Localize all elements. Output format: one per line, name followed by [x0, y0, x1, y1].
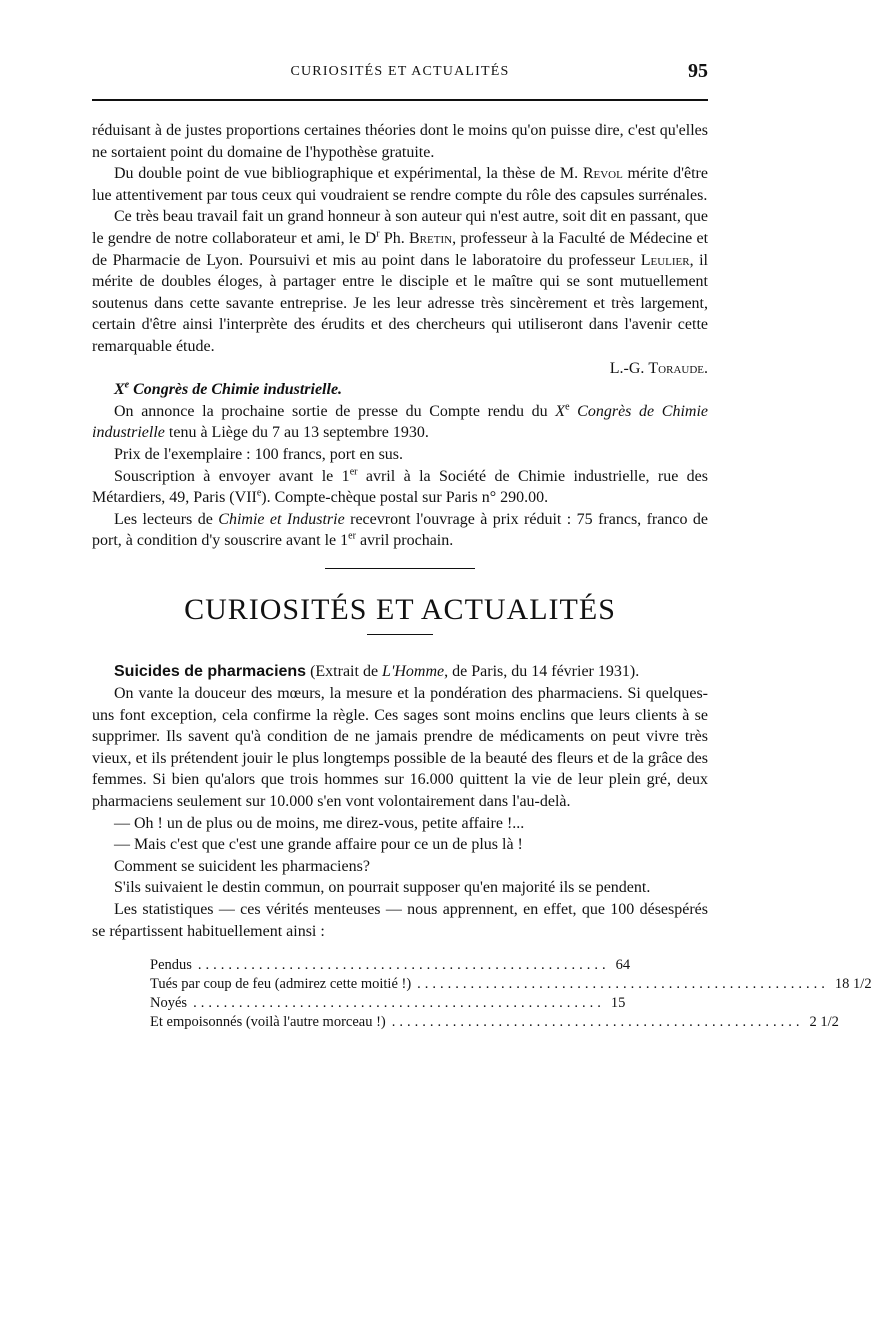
author-name-revol: Revol	[582, 165, 623, 183]
stat-row: Tués par coup de feu (admirez cette moitié !) ...................................................... 18 1/2	[150, 976, 872, 993]
article-paragraph-2: — Oh ! un de plus ou de moins, me direz-vous, petite affaire !...	[114, 814, 525, 832]
header-rule	[92, 99, 708, 101]
review-signature: L.-G. Toraude.	[609, 359, 708, 377]
congres-paragraph-4: Les lecteurs de Chimie et Industrie recevront l'ouvrage à prix réduit : 75 francs, franco de port, à condition d'y souscrire avant le 1er avril prochain.	[92, 510, 709, 550]
article-paragraph-6: Les statistiques — ces vérités menteuses — nous apprennent, en effet, que 100 désespérés se répartissent habituellement ainsi :	[92, 901, 708, 940]
stat-row: Et empoisonnés (voilà l'autre morceau !) ...................................................... 2 1/2	[150, 1014, 839, 1031]
congres-heading: Xe Congrès de Chimie industrielle.	[114, 379, 343, 399]
section-divider	[325, 568, 475, 569]
review-paragraph-3: Ce très beau travail fait un grand honneur à son auteur qui n'est autre, soit dit en passant, que le gendre de notre collaborateur et ami, le $D^r$ Ph. Bretin, professeur à la Faculté de Médecine et de Pharmacie de Lyon. Poursuivi et mis au point dans le laboratoire du professeur Leulier, il mérite de doubles éloges, à partager entre le disciple et le maître qui se sont mutuellement soutenus dans cette savante entreprise. Je les leur adresse très sincèrement et très largement, certain d'être ainsi l'interprète des érudits et des chercheurs qui utiliseront dans l'avenir cette remarquable étude.	[92, 208, 709, 355]
stat-row: Pendus ...................................................... 64	[150, 957, 631, 974]
congres-paragraph-2: Prix de l'exemplaire : 100 francs, port en sus.	[114, 445, 404, 463]
stat-row: Noyés ...................................................... 15	[150, 995, 626, 1012]
author-name-leulier: Leulier	[640, 251, 690, 269]
article-paragraph-3: — Mais c'est que c'est une grande affaire pour ce un de plus là !	[114, 836, 523, 854]
article-paragraph-5: S'ils suivaient le destin commun, on pourrait supposer qu'en majorité ils se pendent.	[114, 879, 651, 897]
running-header	[92, 62, 708, 90]
statistics-table	[150, 956, 872, 1032]
article-paragraph-1: On vante la douceur des mœurs, la mesure et la pondération des pharmaciens. Si quelques-uns font exception, cela confirme la règle. Ces sages sont moins enclins que leurs clients à se supprimer. Ils savent qu'à condition de ne jamais prendre de médicaments on peut vivre très vieux, et ils prétendent jouir le plus longtemps possible de la beauté des fleurs et de la grâce des femmes. Si bien qu'alors que trois hommes sur 16.000 quittent la vie de leur plein gré, deux pharmaciens seulement sur 10.000 s'en vont volontairement dans l'au-delà.	[92, 685, 708, 811]
running-title: CURIOSITÉS ET ACTUALITÉS	[290, 64, 510, 79]
article-heading: Suicides de pharmaciens (Extrait de L'Homme, de Paris, du 14 février 1931).	[114, 663, 640, 681]
congres-paragraph-1: On annonce la prochaine sortie de presse du Compte rendu du Xe Congrès de Chimie industrielle tenu à Liège du 7 au 13 septembre 1930.	[92, 401, 709, 442]
page-number: 95	[688, 60, 708, 82]
page-body	[92, 120, 872, 1032]
author-name-bretin: Bretin	[409, 229, 453, 247]
congres-paragraph-3: Souscription à envoyer avant le 1er avril à la Société de Chimie industrielle, rue des Métardiers, 49, Paris (VIIe). Compte-chèque postal sur Paris n° 290.00.	[92, 466, 709, 507]
review-paragraph-2: Du double point de vue bibliographique et expérimental, la thèse de M. Revol mérite d'être lue attentivement par tous ceux qui voudraient se rendre compte du rôle des capsules surrénales.	[92, 165, 708, 204]
title-underline	[367, 634, 433, 635]
section-title: CURIOSITÉS ET ACTUALITÉS	[184, 592, 616, 626]
article-paragraph-4: Comment se suicident les pharmaciens?	[114, 857, 370, 875]
review-paragraph-1: réduisant à de justes proportions certaines théories dont le moins qu'on puisse dire, c'est qu'elles ne sortaient point du domaine de l'hypothèse gratuite.	[92, 122, 708, 161]
